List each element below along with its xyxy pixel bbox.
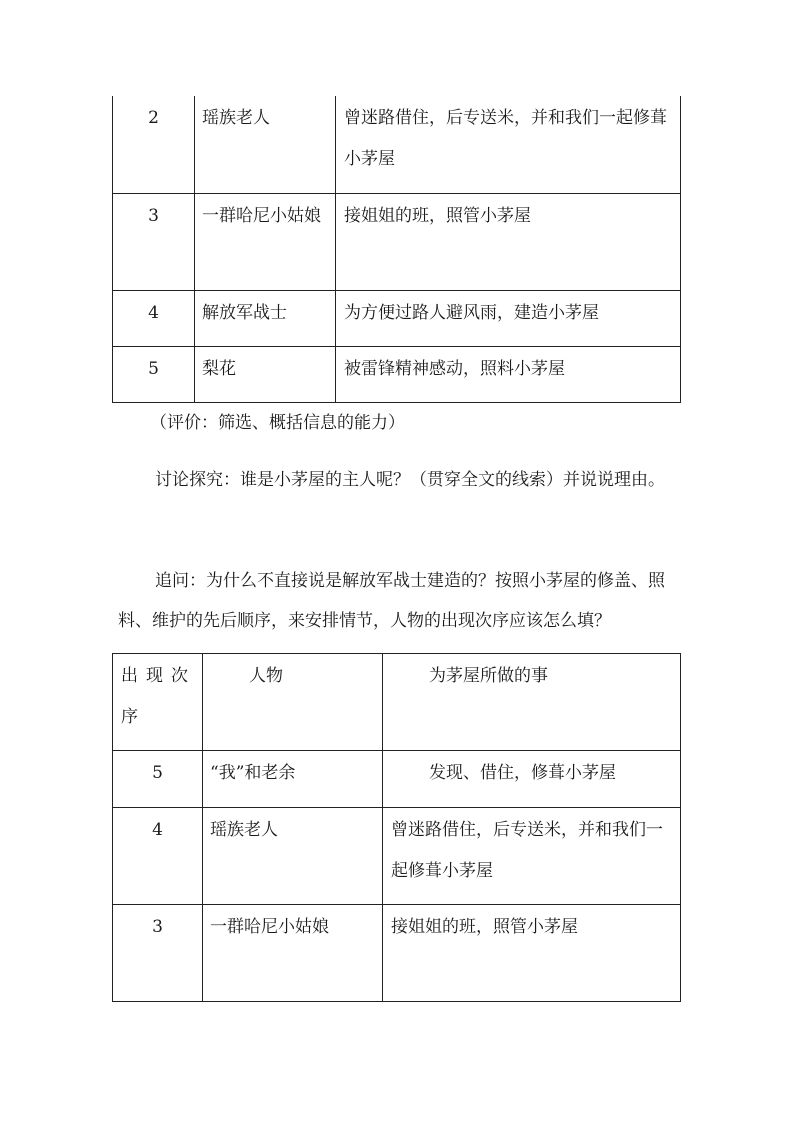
deed-cell: 接姐姐的班，照管小茅屋 — [336, 193, 681, 290]
person-cell: “我”和老余 — [203, 751, 383, 808]
deed-cell: 曾迷路借住，后专送米，并和我们一起修葺小茅屋 — [383, 808, 681, 905]
person-cell: 梨花 — [195, 346, 336, 402]
deed-cell: 接姐姐的班，照管小茅屋 — [383, 905, 681, 1002]
header-person: 人物 — [203, 654, 383, 751]
deed-cell: 曾迷路借住，后专送米，并和我们一起修葺小茅屋 — [336, 96, 681, 193]
evaluation-note: （评价：筛选、概括信息的能力） — [150, 413, 405, 433]
person-cell: 解放军战士 — [195, 290, 336, 346]
characters-table-continued — [112, 96, 681, 403]
order-cell: 5 — [113, 751, 203, 808]
header-deed: 为茅屋所做的事 — [383, 654, 681, 751]
table-row — [113, 346, 681, 402]
table-row — [113, 751, 681, 808]
order-cell: 4 — [113, 808, 203, 905]
deed-cell: 发现、借住，修葺小茅屋 — [383, 751, 681, 808]
discussion-paragraph: 讨论探究：谁是小茅屋的主人呢？（贯穿全文的线索）并说说理由。 — [155, 470, 665, 490]
deed-cell: 为方便过路人避风雨，建造小茅屋 — [336, 290, 681, 346]
table-row — [113, 96, 681, 193]
appearance-order-table — [112, 653, 681, 1002]
person-cell: 瑶族老人 — [195, 96, 336, 193]
deed-cell: 被雷锋精神感动，照料小茅屋 — [336, 346, 681, 402]
header-order: 出现次序 — [113, 654, 203, 751]
table-row — [113, 290, 681, 346]
person-cell: 瑶族老人 — [203, 808, 383, 905]
table-row — [113, 808, 681, 905]
table-row — [113, 905, 681, 1002]
table-header-row — [113, 654, 681, 751]
followup-paragraph: 追问：为什么不直接说是解放军战士建造的？按照小茅屋的修盖、照料、维护的先后顺序，来安排情节，人物的出现次序应该怎么填？ — [118, 571, 665, 631]
order-cell: 3 — [113, 905, 203, 1002]
table-row — [113, 193, 681, 290]
order-cell: 3 — [113, 193, 195, 290]
order-cell: 5 — [113, 346, 195, 402]
person-cell: 一群哈尼小姑娘 — [203, 905, 383, 1002]
person-cell: 一群哈尼小姑娘 — [195, 193, 336, 290]
order-cell: 4 — [113, 290, 195, 346]
order-cell: 2 — [113, 96, 195, 193]
